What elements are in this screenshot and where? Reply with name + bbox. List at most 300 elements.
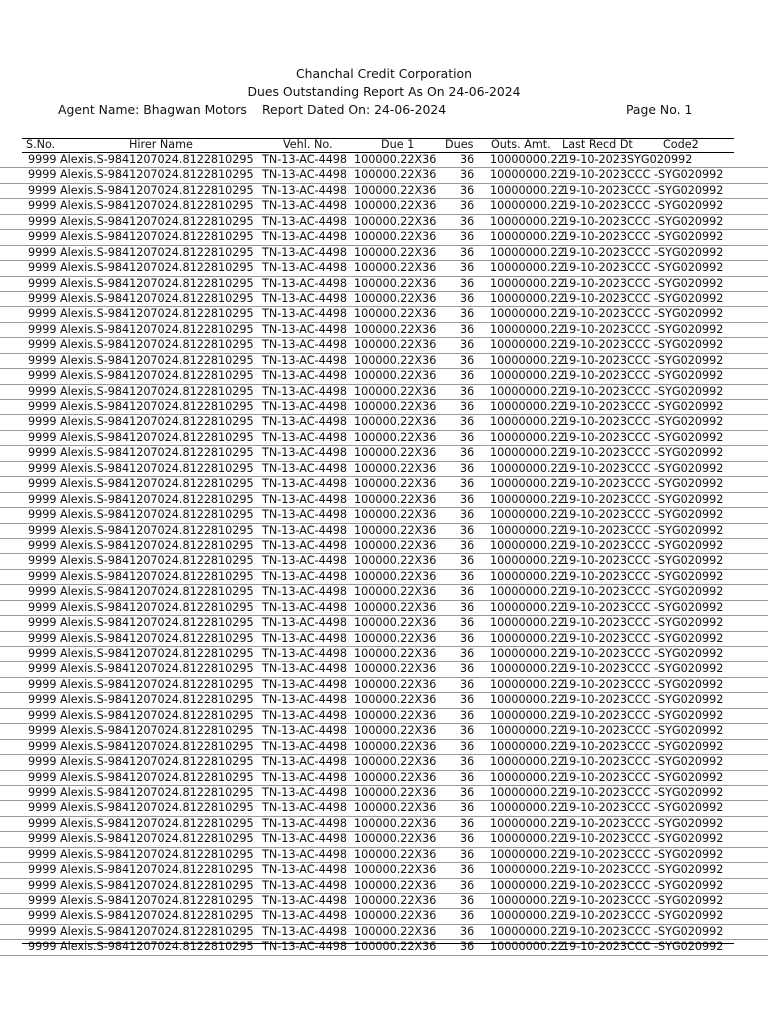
row-vehicle-no: TN-13-AC-4498 xyxy=(262,369,348,383)
row-code2: CCC -SYG020992 xyxy=(627,863,724,877)
row-code2: CCC -SYG020992 xyxy=(627,322,724,336)
row-hirer: 9999 Alexis.S-9841207024.8122810295 xyxy=(28,276,254,290)
column-header-code2: Code2 xyxy=(663,138,699,151)
row-last-received-date: 19-10-2023 xyxy=(562,693,628,707)
row-code2: CCC -SYG020992 xyxy=(627,415,724,429)
row-outstanding-amount: 10000000.22 xyxy=(490,261,565,275)
row-outstanding-amount: 10000000.22 xyxy=(490,569,565,583)
row-last-received-date: 19-10-2023 xyxy=(562,647,628,660)
row-dues: 36 xyxy=(460,291,475,305)
row-outstanding-amount: 10000000.22 xyxy=(490,770,565,784)
row-vehicle-no: TN-13-AC-4498 xyxy=(262,847,348,861)
row-last-received-date: 19-10-2023 xyxy=(562,801,628,815)
row-dues: 36 xyxy=(460,940,475,954)
row-due1: 100000.22X36 xyxy=(354,785,437,799)
row-hirer: 9999 Alexis.S-9841207024.8122810295 xyxy=(28,230,254,244)
row-hirer: 9999 Alexis.S-9841207024.8122810295 xyxy=(28,600,254,614)
row-dues: 36 xyxy=(460,214,475,228)
row-due1: 100000.22X36 xyxy=(354,168,437,182)
row-vehicle-no: TN-13-AC-4498 xyxy=(262,153,348,166)
row-code2: CCC -SYG020992 xyxy=(627,384,724,398)
table-row xyxy=(0,524,768,539)
row-vehicle-no: TN-13-AC-4498 xyxy=(262,446,348,460)
row-outstanding-amount: 10000000.22 xyxy=(490,554,565,568)
row-outstanding-amount: 10000000.22 xyxy=(490,153,565,166)
row-hirer: 9999 Alexis.S-9841207024.8122810295 xyxy=(28,353,254,367)
row-hirer: 9999 Alexis.S-9841207024.8122810295 xyxy=(28,307,254,321)
table-row xyxy=(0,709,768,724)
row-vehicle-no: TN-13-AC-4498 xyxy=(262,322,348,336)
row-hirer: 9999 Alexis.S-9841207024.8122810295 xyxy=(28,801,254,815)
table-row xyxy=(0,585,768,600)
row-last-received-date: 19-10-2023 xyxy=(562,168,628,182)
row-dues: 36 xyxy=(460,724,475,738)
row-last-received-date: 19-10-2023 xyxy=(562,276,628,290)
row-code2: CCC -SYG020992 xyxy=(627,770,724,784)
row-outstanding-amount: 10000000.22 xyxy=(490,369,565,383)
table-row xyxy=(0,508,768,523)
row-hirer: 9999 Alexis.S-9841207024.8122810295 xyxy=(28,569,254,583)
row-vehicle-no: TN-13-AC-4498 xyxy=(262,878,348,892)
row-vehicle-no: TN-13-AC-4498 xyxy=(262,739,348,753)
row-last-received-date: 19-10-2023 xyxy=(562,400,628,413)
agent-name: Agent Name: Bhagwan Motors xyxy=(58,102,247,117)
row-code2: CCC -SYG020992 xyxy=(627,461,724,475)
row-vehicle-no: TN-13-AC-4498 xyxy=(262,492,348,506)
row-due1: 100000.22X36 xyxy=(354,816,437,830)
row-last-received-date: 19-10-2023 xyxy=(562,353,628,367)
row-code2: CCC -SYG020992 xyxy=(627,569,724,583)
row-due1: 100000.22X36 xyxy=(354,770,437,784)
row-code2: CCC -SYG020992 xyxy=(627,230,724,244)
column-header-outs: Outs. Amt. xyxy=(491,138,551,151)
row-vehicle-no: TN-13-AC-4498 xyxy=(262,940,348,954)
row-outstanding-amount: 10000000.22 xyxy=(490,662,565,676)
row-code2: CCC -SYG020992 xyxy=(627,307,724,321)
row-due1: 100000.22X36 xyxy=(354,153,437,166)
row-due1: 100000.22X36 xyxy=(354,693,437,707)
report-subtitle: Dues Outstanding Report As On 24-06-2024 xyxy=(247,84,521,99)
row-vehicle-no: TN-13-AC-4498 xyxy=(262,230,348,244)
row-code2: CCC -SYG020992 xyxy=(627,631,724,645)
table-row xyxy=(0,385,768,400)
row-code2: CCC -SYG020992 xyxy=(627,291,724,305)
row-vehicle-no: TN-13-AC-4498 xyxy=(262,600,348,614)
row-dues: 36 xyxy=(460,924,475,938)
table-row xyxy=(0,925,768,940)
table-row xyxy=(0,632,768,647)
row-dues: 36 xyxy=(460,183,475,197)
row-dues: 36 xyxy=(460,693,475,707)
row-outstanding-amount: 10000000.22 xyxy=(490,322,565,336)
row-dues: 36 xyxy=(460,585,475,599)
row-outstanding-amount: 10000000.22 xyxy=(490,199,565,213)
row-outstanding-amount: 10000000.22 xyxy=(490,785,565,799)
table-row xyxy=(0,307,768,322)
row-hirer: 9999 Alexis.S-9841207024.8122810295 xyxy=(28,369,254,383)
row-code2: CCC -SYG020992 xyxy=(627,492,724,506)
column-header-hirer: Hirer Name xyxy=(129,138,193,151)
row-outstanding-amount: 10000000.22 xyxy=(490,724,565,738)
table-row xyxy=(0,292,768,307)
row-code2: CCC -SYG020992 xyxy=(627,430,724,444)
table-row xyxy=(0,832,768,847)
row-vehicle-no: TN-13-AC-4498 xyxy=(262,245,348,259)
row-last-received-date: 19-10-2023 xyxy=(562,708,628,722)
row-outstanding-amount: 10000000.22 xyxy=(490,291,565,305)
table-row xyxy=(0,230,768,245)
row-vehicle-no: TN-13-AC-4498 xyxy=(262,183,348,197)
row-due1: 100000.22X36 xyxy=(354,322,437,336)
row-hirer: 9999 Alexis.S-9841207024.8122810295 xyxy=(28,816,254,830)
row-vehicle-no: TN-13-AC-4498 xyxy=(262,708,348,722)
table-row xyxy=(0,431,768,446)
row-vehicle-no: TN-13-AC-4498 xyxy=(262,909,348,923)
row-code2: CCC -SYG020992 xyxy=(627,523,724,537)
table-row xyxy=(0,354,768,369)
row-due1: 100000.22X36 xyxy=(354,508,437,522)
row-vehicle-no: TN-13-AC-4498 xyxy=(262,816,348,830)
table-header xyxy=(0,138,768,152)
row-outstanding-amount: 10000000.22 xyxy=(490,832,565,846)
row-due1: 100000.22X36 xyxy=(354,631,437,645)
row-due1: 100000.22X36 xyxy=(354,677,437,691)
row-vehicle-no: TN-13-AC-4498 xyxy=(262,662,348,676)
row-code2: CCC -SYG020992 xyxy=(627,662,724,676)
row-outstanding-amount: 10000000.22 xyxy=(490,585,565,599)
row-vehicle-no: TN-13-AC-4498 xyxy=(262,199,348,213)
row-code2: CCC -SYG020992 xyxy=(627,353,724,367)
row-hirer: 9999 Alexis.S-9841207024.8122810295 xyxy=(28,693,254,707)
row-code2: CCC -SYG020992 xyxy=(627,708,724,722)
row-hirer: 9999 Alexis.S-9841207024.8122810295 xyxy=(28,863,254,877)
row-due1: 100000.22X36 xyxy=(354,585,437,599)
row-last-received-date: 19-10-2023 xyxy=(562,863,628,877)
row-outstanding-amount: 10000000.22 xyxy=(490,183,565,197)
column-header-dues: Dues xyxy=(445,138,474,151)
row-hirer: 9999 Alexis.S-9841207024.8122810295 xyxy=(28,508,254,522)
row-hirer: 9999 Alexis.S-9841207024.8122810295 xyxy=(28,708,254,722)
row-dues: 36 xyxy=(460,662,475,676)
table-row xyxy=(0,863,768,878)
table-row xyxy=(0,477,768,492)
row-dues: 36 xyxy=(460,446,475,460)
table-row xyxy=(0,369,768,384)
row-vehicle-no: TN-13-AC-4498 xyxy=(262,693,348,707)
row-due1: 100000.22X36 xyxy=(354,832,437,846)
row-vehicle-no: TN-13-AC-4498 xyxy=(262,307,348,321)
row-code2: CCC -SYG020992 xyxy=(627,508,724,522)
row-due1: 100000.22X36 xyxy=(354,353,437,367)
row-hirer: 9999 Alexis.S-9841207024.8122810295 xyxy=(28,894,254,907)
row-vehicle-no: TN-13-AC-4498 xyxy=(262,291,348,305)
row-dues: 36 xyxy=(460,616,475,630)
row-last-received-date: 19-10-2023 xyxy=(562,291,628,305)
row-due1: 100000.22X36 xyxy=(354,338,437,352)
row-outstanding-amount: 10000000.22 xyxy=(490,878,565,892)
row-hirer: 9999 Alexis.S-9841207024.8122810295 xyxy=(28,477,254,491)
row-last-received-date: 19-10-2023 xyxy=(562,322,628,336)
table-row xyxy=(0,909,768,924)
row-due1: 100000.22X36 xyxy=(354,924,437,938)
row-hirer: 9999 Alexis.S-9841207024.8122810295 xyxy=(28,461,254,475)
row-last-received-date: 19-10-2023 xyxy=(562,878,628,892)
row-vehicle-no: TN-13-AC-4498 xyxy=(262,569,348,583)
column-header-last-recd: Last Recd Dt xyxy=(562,138,633,151)
row-due1: 100000.22X36 xyxy=(354,214,437,228)
row-vehicle-no: TN-13-AC-4498 xyxy=(262,554,348,568)
row-code2: CCC -SYG020992 xyxy=(627,554,724,568)
table-row xyxy=(0,246,768,261)
table-row xyxy=(0,153,768,168)
row-dues: 36 xyxy=(460,168,475,182)
row-last-received-date: 19-10-2023 xyxy=(562,384,628,398)
row-outstanding-amount: 10000000.22 xyxy=(490,168,565,182)
row-vehicle-no: TN-13-AC-4498 xyxy=(262,508,348,522)
row-last-received-date: 19-10-2023 xyxy=(562,183,628,197)
row-last-received-date: 19-10-2023 xyxy=(562,261,628,275)
row-vehicle-no: TN-13-AC-4498 xyxy=(262,801,348,815)
row-last-received-date: 19-10-2023 xyxy=(562,430,628,444)
row-hirer: 9999 Alexis.S-9841207024.8122810295 xyxy=(28,940,254,954)
row-due1: 100000.22X36 xyxy=(354,245,437,259)
row-last-received-date: 19-10-2023 xyxy=(562,770,628,784)
row-hirer: 9999 Alexis.S-9841207024.8122810295 xyxy=(28,785,254,799)
row-hirer: 9999 Alexis.S-9841207024.8122810295 xyxy=(28,153,254,166)
row-code2: CCC -SYG020992 xyxy=(627,924,724,938)
row-dues: 36 xyxy=(460,245,475,259)
row-due1: 100000.22X36 xyxy=(354,554,437,568)
row-vehicle-no: TN-13-AC-4498 xyxy=(262,276,348,290)
row-due1: 100000.22X36 xyxy=(354,384,437,398)
row-vehicle-no: TN-13-AC-4498 xyxy=(262,168,348,182)
row-code2: CCC -SYG020992 xyxy=(627,600,724,614)
row-vehicle-no: TN-13-AC-4498 xyxy=(262,477,348,491)
row-vehicle-no: TN-13-AC-4498 xyxy=(262,785,348,799)
row-code2: CCC -SYG020992 xyxy=(627,647,724,660)
row-dues: 36 xyxy=(460,600,475,614)
row-dues: 36 xyxy=(460,863,475,877)
row-hirer: 9999 Alexis.S-9841207024.8122810295 xyxy=(28,770,254,784)
table-row xyxy=(0,493,768,508)
row-outstanding-amount: 10000000.22 xyxy=(490,847,565,861)
row-dues: 36 xyxy=(460,230,475,244)
row-hirer: 9999 Alexis.S-9841207024.8122810295 xyxy=(28,168,254,182)
row-due1: 100000.22X36 xyxy=(354,647,437,660)
row-last-received-date: 19-10-2023 xyxy=(562,415,628,429)
row-code2: CCC -SYG020992 xyxy=(627,816,724,830)
row-hirer: 9999 Alexis.S-9841207024.8122810295 xyxy=(28,631,254,645)
row-code2: CCC -SYG020992 xyxy=(627,693,724,707)
row-due1: 100000.22X36 xyxy=(354,755,437,769)
row-vehicle-no: TN-13-AC-4498 xyxy=(262,523,348,537)
row-outstanding-amount: 10000000.22 xyxy=(490,755,565,769)
row-code2: CCC -SYG020992 xyxy=(627,785,724,799)
table-body xyxy=(0,153,768,956)
row-dues: 36 xyxy=(460,708,475,722)
row-vehicle-no: TN-13-AC-4498 xyxy=(262,400,348,413)
row-dues: 36 xyxy=(460,353,475,367)
row-dues: 36 xyxy=(460,739,475,753)
row-hirer: 9999 Alexis.S-9841207024.8122810295 xyxy=(28,924,254,938)
row-vehicle-no: TN-13-AC-4498 xyxy=(262,261,348,275)
row-due1: 100000.22X36 xyxy=(354,538,437,552)
row-hirer: 9999 Alexis.S-9841207024.8122810295 xyxy=(28,724,254,738)
row-hirer: 9999 Alexis.S-9841207024.8122810295 xyxy=(28,430,254,444)
row-dues: 36 xyxy=(460,508,475,522)
row-hirer: 9999 Alexis.S-9841207024.8122810295 xyxy=(28,338,254,352)
row-hirer: 9999 Alexis.S-9841207024.8122810295 xyxy=(28,662,254,676)
table-row xyxy=(0,277,768,292)
report-company: Chanchal Credit Corporation xyxy=(296,66,472,81)
row-outstanding-amount: 10000000.22 xyxy=(490,461,565,475)
row-vehicle-no: TN-13-AC-4498 xyxy=(262,384,348,398)
row-due1: 100000.22X36 xyxy=(354,940,437,954)
row-dues: 36 xyxy=(460,384,475,398)
row-due1: 100000.22X36 xyxy=(354,878,437,892)
report-dated: Report Dated On: 24-06-2024 xyxy=(262,102,447,117)
row-last-received-date: 19-10-2023 xyxy=(562,755,628,769)
row-last-received-date: 19-10-2023 xyxy=(562,369,628,383)
table-row xyxy=(0,446,768,461)
row-last-received-date: 19-10-2023 xyxy=(562,230,628,244)
table-row xyxy=(0,184,768,199)
row-last-received-date: 19-10-2023 xyxy=(562,677,628,691)
table-row xyxy=(0,786,768,801)
row-vehicle-no: TN-13-AC-4498 xyxy=(262,585,348,599)
row-outstanding-amount: 10000000.22 xyxy=(490,677,565,691)
row-dues: 36 xyxy=(460,430,475,444)
row-vehicle-no: TN-13-AC-4498 xyxy=(262,924,348,938)
row-code2: CCC -SYG020992 xyxy=(627,801,724,815)
row-hirer: 9999 Alexis.S-9841207024.8122810295 xyxy=(28,245,254,259)
row-code2: CCC -SYG020992 xyxy=(627,477,724,491)
row-due1: 100000.22X36 xyxy=(354,183,437,197)
row-code2: CCC -SYG020992 xyxy=(627,369,724,383)
row-code2: CCC -SYG020992 xyxy=(627,338,724,352)
row-hirer: 9999 Alexis.S-9841207024.8122810295 xyxy=(28,291,254,305)
row-last-received-date: 19-10-2023 xyxy=(562,446,628,460)
row-last-received-date: 19-10-2023 xyxy=(562,508,628,522)
row-due1: 100000.22X36 xyxy=(354,739,437,753)
row-vehicle-no: TN-13-AC-4498 xyxy=(262,755,348,769)
row-last-received-date: 19-10-2023 xyxy=(562,739,628,753)
row-hirer: 9999 Alexis.S-9841207024.8122810295 xyxy=(28,199,254,213)
row-outstanding-amount: 10000000.22 xyxy=(490,616,565,630)
row-dues: 36 xyxy=(460,199,475,213)
row-last-received-date: 19-10-2023 xyxy=(562,461,628,475)
row-dues: 36 xyxy=(460,322,475,336)
row-last-received-date: 19-10-2023 xyxy=(562,940,628,954)
row-due1: 100000.22X36 xyxy=(354,461,437,475)
row-code2: CCC -SYG020992 xyxy=(627,585,724,599)
row-hirer: 9999 Alexis.S-9841207024.8122810295 xyxy=(28,523,254,537)
table-row xyxy=(0,570,768,585)
row-hirer: 9999 Alexis.S-9841207024.8122810295 xyxy=(28,647,254,660)
row-due1: 100000.22X36 xyxy=(354,477,437,491)
row-hirer: 9999 Alexis.S-9841207024.8122810295 xyxy=(28,446,254,460)
row-code2: CCC -SYG020992 xyxy=(627,616,724,630)
table-row xyxy=(0,817,768,832)
table-row xyxy=(0,539,768,554)
row-last-received-date: 19-10-2023 xyxy=(562,816,628,830)
row-last-received-date: 19-10-2023 xyxy=(562,569,628,583)
row-vehicle-no: TN-13-AC-4498 xyxy=(262,430,348,444)
table-row xyxy=(0,199,768,214)
row-due1: 100000.22X36 xyxy=(354,369,437,383)
row-outstanding-amount: 10000000.22 xyxy=(490,477,565,491)
row-code2: CCC -SYG020992 xyxy=(627,677,724,691)
row-hirer: 9999 Alexis.S-9841207024.8122810295 xyxy=(28,878,254,892)
row-due1: 100000.22X36 xyxy=(354,708,437,722)
row-code2: CCC -SYG020992 xyxy=(627,538,724,552)
row-hirer: 9999 Alexis.S-9841207024.8122810295 xyxy=(28,832,254,846)
row-hirer: 9999 Alexis.S-9841207024.8122810295 xyxy=(28,677,254,691)
row-last-received-date: 19-10-2023 xyxy=(562,785,628,799)
row-dues: 36 xyxy=(460,894,475,907)
table-row xyxy=(0,755,768,770)
row-due1: 100000.22X36 xyxy=(354,847,437,861)
row-due1: 100000.22X36 xyxy=(354,291,437,305)
row-hirer: 9999 Alexis.S-9841207024.8122810295 xyxy=(28,909,254,923)
row-last-received-date: 19-10-2023 xyxy=(562,523,628,537)
table-bottom-rule xyxy=(22,943,734,944)
table-row xyxy=(0,261,768,276)
table-row xyxy=(0,462,768,477)
page-number: Page No. 1 xyxy=(626,102,693,117)
table-row xyxy=(0,215,768,230)
row-due1: 100000.22X36 xyxy=(354,801,437,815)
row-dues: 36 xyxy=(460,369,475,383)
row-outstanding-amount: 10000000.22 xyxy=(490,353,565,367)
row-code2: CCC -SYG020992 xyxy=(627,847,724,861)
row-hirer: 9999 Alexis.S-9841207024.8122810295 xyxy=(28,847,254,861)
row-due1: 100000.22X36 xyxy=(354,894,437,907)
table-row xyxy=(0,616,768,631)
row-due1: 100000.22X36 xyxy=(354,724,437,738)
row-code2: CCC -SYG020992 xyxy=(627,739,724,753)
row-vehicle-no: TN-13-AC-4498 xyxy=(262,461,348,475)
row-vehicle-no: TN-13-AC-4498 xyxy=(262,214,348,228)
row-due1: 100000.22X36 xyxy=(354,863,437,877)
row-due1: 100000.22X36 xyxy=(354,523,437,537)
row-outstanding-amount: 10000000.22 xyxy=(490,538,565,552)
row-vehicle-no: TN-13-AC-4498 xyxy=(262,338,348,352)
row-last-received-date: 19-10-2023 xyxy=(562,338,628,352)
row-outstanding-amount: 10000000.22 xyxy=(490,924,565,938)
row-last-received-date: 19-10-2023 xyxy=(562,924,628,938)
row-outstanding-amount: 10000000.22 xyxy=(490,863,565,877)
row-code2: CCC -SYG020992 xyxy=(627,400,724,413)
row-outstanding-amount: 10000000.22 xyxy=(490,600,565,614)
table-row xyxy=(0,168,768,183)
row-hirer: 9999 Alexis.S-9841207024.8122810295 xyxy=(28,739,254,753)
row-vehicle-no: TN-13-AC-4498 xyxy=(262,647,348,660)
row-outstanding-amount: 10000000.22 xyxy=(490,631,565,645)
row-due1: 100000.22X36 xyxy=(354,230,437,244)
row-last-received-date: 19-10-2023 xyxy=(562,153,628,166)
row-hirer: 9999 Alexis.S-9841207024.8122810295 xyxy=(28,214,254,228)
row-last-received-date: 19-10-2023 xyxy=(562,245,628,259)
row-due1: 100000.22X36 xyxy=(354,430,437,444)
row-code2: CCC -SYG020992 xyxy=(627,183,724,197)
row-due1: 100000.22X36 xyxy=(354,307,437,321)
row-dues: 36 xyxy=(460,677,475,691)
row-hirer: 9999 Alexis.S-9841207024.8122810295 xyxy=(28,755,254,769)
row-outstanding-amount: 10000000.22 xyxy=(490,492,565,506)
table-row xyxy=(0,554,768,569)
row-code2: CCC -SYG020992 xyxy=(627,168,724,182)
